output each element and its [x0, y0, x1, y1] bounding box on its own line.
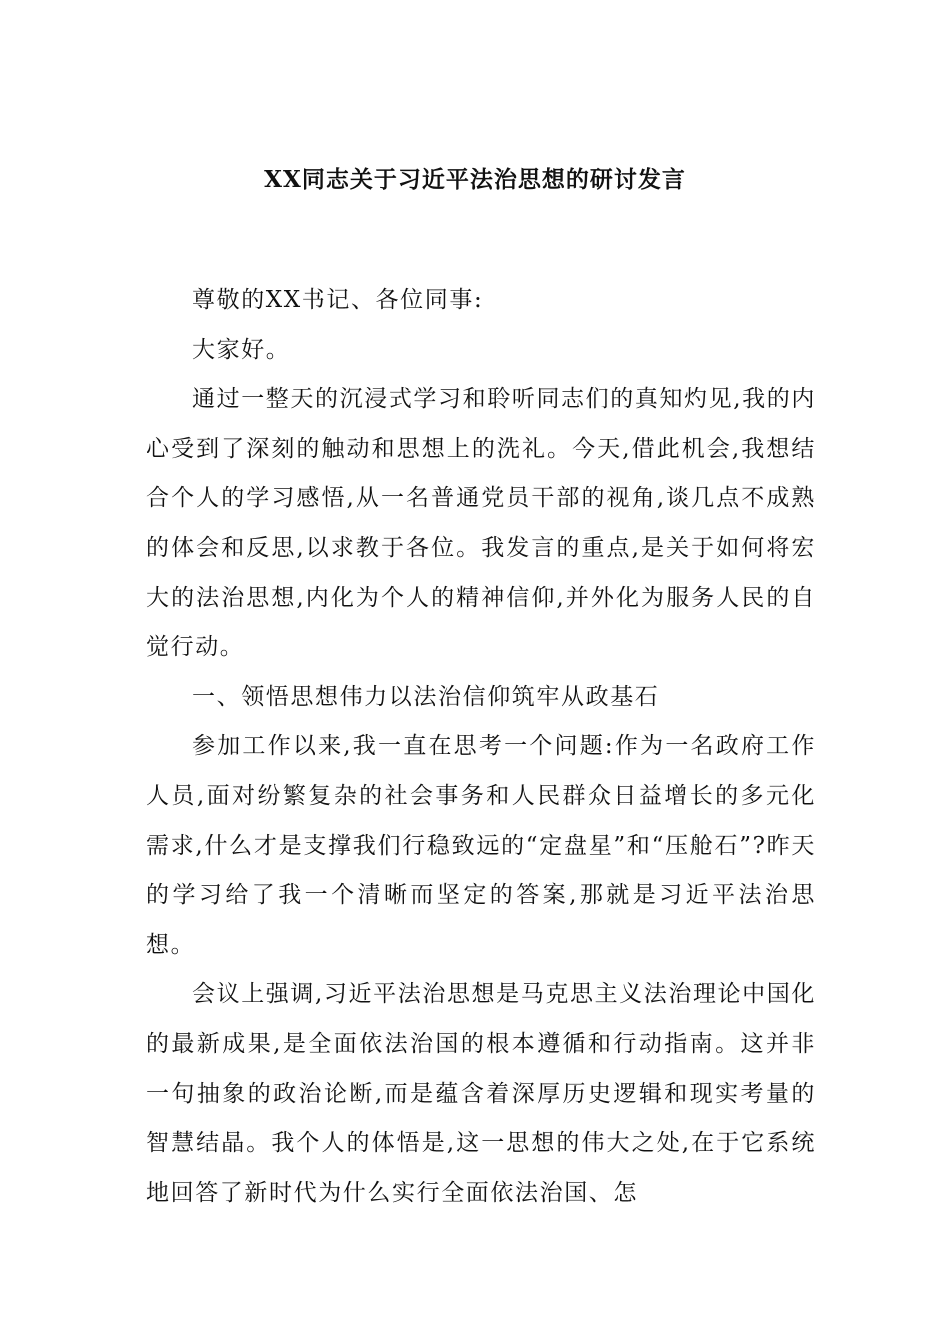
body-paragraph-2: 会议上强调,习近平法治思想是马克思主义法治理论中国化的最新成果,是全面依法治国的根本遵循和行动指南。这并非一句抽象的政治论断,而是蕴含着深厚历史逻辑和现实考量的智慧结晶。我个人的体悟是,这一思想的伟大之处,在于它系统地回答了新时代为什么实行全面依法治国、怎	[146, 981, 816, 1206]
salutation: 尊敬的XX书记、各位同事:	[192, 287, 484, 313]
intro-paragraph: 通过一整天的沉浸式学习和聆听同志们的真知灼见,我的内心受到了深刻的触动和思想上的洗礼。今天,借此机会,我想结合个人的学习感悟,从一名普通党员干部的视角,谈几点不成熟的体会和反思,以求教于各位。我发言的重点,是关于如何将宏大的法治思想,内化为个人的精神信仰,并外化为服务人民的自觉行动。	[146, 386, 816, 661]
section-heading-1: 一、领悟思想伟力以法治信仰筑牢从政基石	[192, 683, 660, 710]
body-paragraph-1: 参加工作以来,我一直在思考一个问题:作为一名政府工作人员,面对纷繁复杂的社会事务和人民群众日益增长的多元化需求,什么才是支撑我们行稳致远的“定盘星”和“压舱石”?昨天的学习给了我一个清晰而坚定的答案,那就是习近平法治思想。	[146, 733, 816, 958]
document-title: XX同志关于习近平法治思想的研讨发言	[264, 166, 686, 193]
greeting: 大家好。	[192, 336, 291, 363]
document-body	[146, 276, 816, 1218]
